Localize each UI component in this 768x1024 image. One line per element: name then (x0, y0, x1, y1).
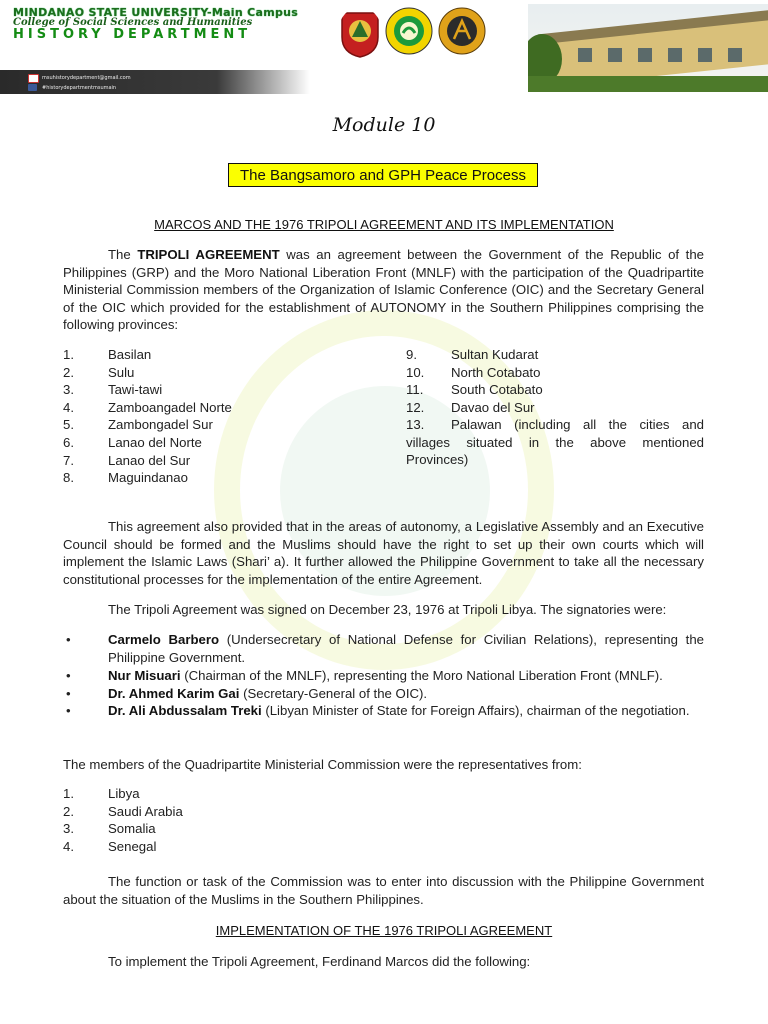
province-name: Zambongadel Sur (108, 417, 213, 433)
signatory-name: Carmelo Barbero (108, 632, 220, 647)
province-number: 9. (406, 347, 417, 362)
facebook-page: #historydepartmentmsumain (42, 85, 117, 91)
signatory-item (108, 702, 704, 720)
letterhead (0, 0, 768, 96)
province-number: 12. (406, 399, 425, 415)
paragraph-autonomy: This agreement also provided that in the areas of autonomy, a Legislative Assembly and an Executive Council should be formed and the Muslims should have the right to set up their own courts which will implement the Islamic Laws (Shari’ a). It further allowed the Philippine Government to take all the necessary constitutional processes for the implementation of the entire Agreement. (63, 519, 704, 587)
province-name: Davao del Sur (451, 399, 535, 415)
signatory-item (108, 685, 704, 703)
module-title: Module 10 (332, 114, 436, 136)
bullet: • (66, 632, 71, 647)
signatory-name: Nur Misuari (108, 668, 181, 683)
province-name: South Cotabato (451, 382, 543, 398)
member-country: Somalia (108, 821, 156, 837)
section-heading: MARCOS AND THE 1976 TRIPOLI AGREEMENT AND ITS IMPLEMENTATION (154, 217, 614, 232)
gmail-icon (28, 74, 39, 83)
tripoli-agreement-term: TRIPOLI AGREEMENT (137, 247, 280, 262)
province-name: Lanao del Sur (108, 452, 191, 468)
paragraph-signed: The Tripoli Agreement was signed on December 23, 1976 at Tripoli Libya. The signatories were: (108, 602, 667, 617)
province-number: 13. (406, 417, 425, 433)
province-name: Palawan (including all the cities and villages situated in the above mentioned Provinces) (406, 417, 704, 468)
province-name: Maguindanao (108, 470, 188, 486)
province-number: 4. (63, 399, 74, 415)
province-number: 10. (406, 364, 425, 380)
province-name: Tawi-tawi (108, 382, 163, 398)
province-name: North Cotabato (451, 364, 541, 380)
paragraph-commission-members: The members of the Quadripartite Ministerial Commission were the representatives from: (63, 757, 582, 772)
member-country: Libya (108, 786, 140, 801)
member-country: Senegal (108, 838, 157, 854)
bullet: • (66, 668, 71, 683)
paragraph-commission-task: The function or task of the Commission was to enter into discussion with the Philippine Government about the situation of the Muslims in the Southern Philippines. (63, 874, 704, 907)
member-number: 3. (63, 821, 74, 837)
province-item-long (406, 416, 704, 469)
signatory-name: Dr. Ahmed Karim Gai (108, 686, 240, 701)
signatory-description: (Chairman of the MNLF), representing the Moro National Liberation Front (MNLF). (180, 668, 663, 683)
province-name: Sulu (108, 364, 135, 380)
topic-title: The Bangsamoro and GPH Peace Process (228, 163, 538, 187)
campus-building-photo (528, 4, 768, 92)
province-number: 1. (63, 347, 74, 362)
signatory-description: (Libyan Minister of State for Foreign Affairs), chairman of the negotiation. (261, 703, 690, 718)
province-name: Basilan (108, 347, 152, 362)
bullet: • (66, 686, 71, 701)
university-name: MINDANAO STATE UNIVERSITY-Main Campus (13, 6, 299, 19)
college-name: College of Social Sciences and Humanities (13, 17, 253, 28)
member-number: 4. (63, 838, 74, 854)
province-number: 7. (63, 452, 74, 468)
member-country: Saudi Arabia (108, 803, 183, 819)
seal-cssh-icon (438, 7, 486, 55)
bullet: • (66, 703, 71, 718)
email-address: msuhistorydepartment@gmail.com (42, 75, 131, 81)
contact-banner (0, 70, 310, 94)
province-number: 3. (63, 382, 74, 398)
facebook-icon (28, 84, 37, 91)
province-name: Zamboangadel Norte (108, 399, 232, 415)
department-name: HISTORY DEPARTMENT (13, 27, 252, 42)
seal-history-dept-icon (385, 7, 433, 55)
signatory-item (108, 631, 704, 666)
province-number: 8. (63, 470, 74, 486)
signatory-description: (Undersecretary of National Defense for Civilian Relations), representing the Philippine Government. (108, 632, 704, 665)
section-heading-implementation: IMPLEMENTATION OF THE 1976 TRIPOLI AGREEMENT (215, 923, 553, 938)
member-number: 1. (63, 786, 74, 801)
paragraph-implementation: To implement the Tripoli Agreement, Ferdinand Marcos did the following: (108, 954, 531, 969)
province-number: 2. (63, 364, 74, 380)
signatory-item (108, 667, 704, 685)
province-number: 6. (63, 435, 74, 450)
province-name: Lanao del Norte (108, 435, 202, 450)
intro-paragraph: The TRIPOLI AGREEMENT was an agreement between the Government of the Republic of the Philippines (GRP) and the Moro National Liberation Front (MNLF) with the participation of the Quadripartite Ministerial Commission members of the Organization of Islamic Conference (OIC) and the Secretary General of the OIC which provided for the establishment of AUTONOMY in the Southern Philippines comprising the following provinces: (63, 247, 705, 332)
signatory-name: Dr. Ali Abdussalam Treki (108, 703, 262, 718)
province-name: Sultan Kudarat (451, 347, 539, 362)
province-number: 5. (63, 417, 74, 433)
signatory-description: (Secretary-General of the OIC). (239, 686, 428, 701)
province-number: 11. (406, 382, 424, 398)
member-number: 2. (63, 803, 74, 819)
seal-msu-icon (338, 7, 382, 59)
